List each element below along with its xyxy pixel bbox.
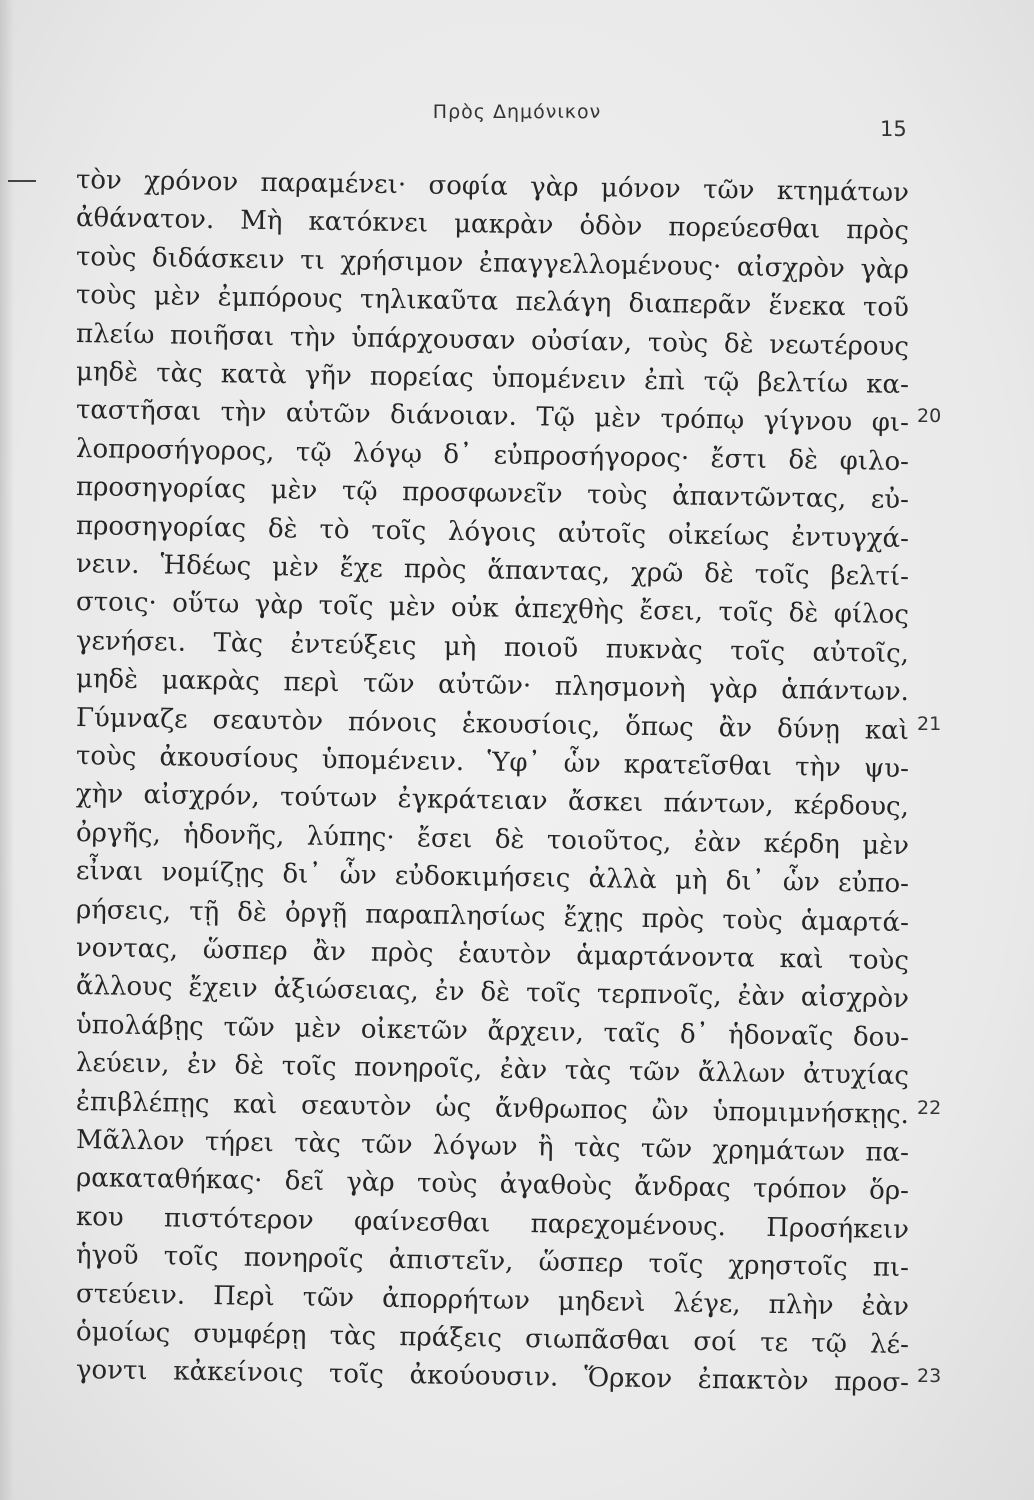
text-line: πλείω ποιῆσαι τὴν ὑπάρχουσαν οὐσίαν, τοὺς δὲ νεωτέρους (75, 318, 910, 362)
text-line: ἡγοῦ τοῖς πονηροῖς ἀπιστεῖν, ὥσπερ τοῖς χρηστοῖς πι- (75, 1240, 910, 1284)
text-line: ρήσεις, τῇ δὲ ὀργῇ παραπλησίως ἔχῃς πρὸς τοὺς ἁμαρτά- (75, 894, 910, 938)
text-line: ὀργῆς, ἡδονῆς, λύπης· ἔσει δὲ τοιοῦτος, ἐὰν κέρδη μὲν (75, 817, 910, 861)
section-number: 20 (917, 405, 942, 428)
text-line: γενήσει. Τὰς ἐντεύξεις μὴ ποιοῦ πυκνὰς τοῖς αὐτοῖς, (75, 625, 910, 669)
text-line: τοὺς μὲν ἐμπόρους τηλικαῦτα πελάγη διαπερᾶν ἕνεκα τοῦ (75, 280, 910, 324)
text-line: χὴν αἰσχρόν, τούτων ἐγκράτειαν ἄσκει πάντων, κέρδους, (75, 779, 910, 823)
text-line: νοντας, ὥσπερ ἂν πρὸς ἑαυτὸν ἁμαρτάνοντα καὶ τοὺς (75, 933, 910, 977)
page-edge-shadow (0, 0, 14, 1500)
text-line: τὸν χρόνον παραμένει· σοφία γὰρ μόνον τῶν κτημάτων (75, 165, 910, 209)
running-title: Πρὸς Δημόνικον (432, 101, 602, 123)
text-line: λεύειν, ἐν δὲ τοῖς πονηροῖς, ἐὰν τὰς τῶν ἄλλων ἀτυχίας (75, 1048, 910, 1092)
text-line: μηδὲ τὰς κατὰ γῆν πορείας ὑπομένειν ἐπὶ τῷ βελτίω κα- (75, 357, 910, 401)
text-line: κου πιστότερον φαίνεσθαι παρεχομένους. Προσήκειν (75, 1201, 910, 1245)
text-line: ὁμοίως συμφέρῃ τὰς πράξεις σιωπᾶσθαι σοί τε τῷ λέ- (75, 1317, 910, 1361)
text-line: ὑπολάβῃς τῶν μὲν οἰκετῶν ἄρχειν, ταῖς δ᾽ ἡδοναῖς δου- (75, 1009, 910, 1053)
margin-dash (8, 180, 36, 182)
text-line: εἶναι νομίζῃς δι᾽ ὧν εὐδοκιμήσεις ἀλλὰ μὴ δι᾽ ὧν εὐπο- (75, 856, 910, 900)
text-line: στοις· οὕτω γὰρ τοῖς μὲν οὐκ ἀπεχθὴς ἔσει, τοῖς δὲ φίλος (75, 587, 910, 631)
text-line: προσηγορίας δὲ τὸ τοῖς λόγοις αὐτοῖς οἰκείως ἐντυγχά- (75, 510, 910, 554)
text-line: τοὺς ἀκουσίους ὑπομένειν. Ὑφ᾽ ὧν κρατεῖσθαι τὴν ψυ- (75, 741, 910, 785)
text-line: ταστῆσαι τὴν αὑτῶν διάνοιαν. Τῷ μὲν τρόπῳ γίγνου φι- (75, 395, 910, 439)
text-line: γοντι κἀκείνοις τοῖς ἀκούουσιν. Ὅρκον ἐπακτὸν προσ- (75, 1355, 910, 1399)
text-line: ἄλλους ἔχειν ἀξιώσειας, ἐν δὲ τοῖς τερπνοῖς, ἐὰν αἰσχρὸν (75, 971, 910, 1015)
section-number: 22 (917, 1096, 942, 1119)
text-line: Μᾶλλον τήρει τὰς τῶν λόγων ἢ τὰς τῶν χρημάτων πα- (75, 1125, 910, 1169)
section-number: 23 (917, 1365, 942, 1388)
text-line: λοπροσήγορος, τῷ λόγῳ δ᾽ εὐπροσήγορος· ἔστι δὲ φιλο- (75, 433, 910, 477)
text-line: ἀθάνατον. Μὴ κατόκνει μακρὰν ὁδὸν πορεύεσθαι πρὸς (75, 203, 910, 247)
text-line: νειν. Ἡδέως μὲν ἔχε πρὸς ἅπαντας, χρῶ δὲ τοῖς βελτί- (75, 549, 910, 593)
page-number: 15 (880, 117, 907, 141)
text-line: μηδὲ μακρὰς περὶ τῶν αὐτῶν· πλησμονὴ γὰρ ἁπάντων. (75, 664, 910, 708)
text-line: Γύμναζε σεαυτὸν πόνοις ἑκουσίοις, ὅπως ἂν δύνῃ καὶ (75, 702, 910, 746)
text-line: στεύειν. Περὶ τῶν ἀπορρήτων μηδενὶ λέγε, πλὴν ἐὰν (75, 1278, 910, 1322)
text-line: προσηγορίας μὲν τῷ προσφωνεῖν τοὺς ἀπαντῶντας, εὐ- (75, 472, 910, 516)
section-number: 21 (917, 712, 942, 735)
text-line: ρακαταθήκας· δεῖ γὰρ τοὺς ἀγαθοὺς ἄνδρας τρόπον ὅρ- (75, 1163, 910, 1207)
text-line: ἐπιβλέπῃς καὶ σεαυτὸν ὡς ἄνθρωπος ὢν ὑπομιμνήσκῃς. (75, 1086, 910, 1130)
text-line: τοὺς διδάσκειν τι χρήσιμον ἐπαγγελλομένους· αἰσχρὸν γὰρ (75, 241, 910, 285)
